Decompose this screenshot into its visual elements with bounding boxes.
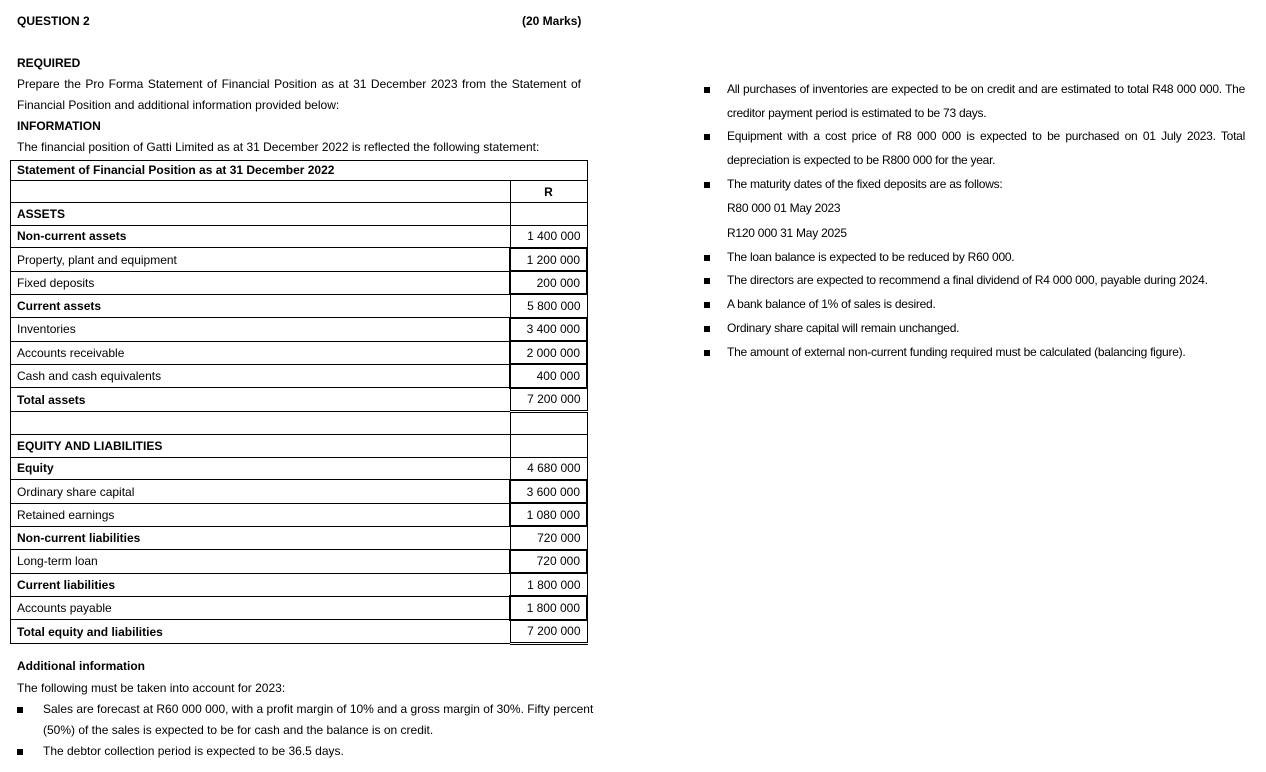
bullet-purchases-line1: All purchases of inventories are expected to be on credit and are estimated to total R48 000 000. The <box>727 82 1245 96</box>
table-row <box>11 271 588 294</box>
row-label: Long-term loan <box>11 550 511 573</box>
table-row <box>11 181 588 203</box>
table-row <box>11 526 588 549</box>
bullet-dividend: The directors are expected to recommend a final dividend of R4 000 000, payable during 2024. <box>727 273 1208 287</box>
row-amount: 4 680 000 <box>510 457 587 480</box>
bullet-icon <box>17 749 23 755</box>
required-text-line1: Prepare the Pro Forma Statement of Financial Position as at 31 December 2023 from the Statement of <box>17 77 581 91</box>
table-row <box>11 596 588 619</box>
row-label: Accounts payable <box>11 596 511 619</box>
table-row <box>11 620 588 644</box>
bullet-share-capital: Ordinary share capital will remain unchanged. <box>727 321 960 335</box>
total-amount: 7 200 000 <box>510 388 587 412</box>
row-amount: 3 600 000 <box>510 480 587 503</box>
table-row <box>11 435 588 457</box>
table-row <box>11 411 588 434</box>
bullet-icon <box>704 350 710 356</box>
bullet-external-funding: The amount of external non-current funding required must be calculated (balancing figure). <box>727 345 1186 359</box>
row-amount <box>510 203 587 225</box>
row-amount: 720 000 <box>510 526 587 549</box>
row-label <box>11 181 511 203</box>
section-heading-equity-liabilities: EQUITY AND LIABILITIES <box>11 435 511 457</box>
bullet-icon <box>17 707 23 713</box>
additional-info-heading: Additional information <box>17 659 145 673</box>
row-amount: 1 800 000 <box>510 596 587 619</box>
row-label: Non-current assets <box>11 225 511 248</box>
total-label: Total assets <box>11 388 511 412</box>
table-row <box>11 364 588 387</box>
total-amount: 7 200 000 <box>510 620 587 644</box>
statement-table <box>10 180 588 645</box>
information-text: The financial position of Gatti Limited as at 31 December 2022 is reflected the following statement: <box>17 140 540 154</box>
required-text-line2: Financial Position and additional information provided below: <box>17 98 340 112</box>
additional-bullet-sales-line1: Sales are forecast at R60 000 000, with a profit margin of 10% and a gross margin of 30%. Fifty percent <box>43 702 594 716</box>
row-label: Property, plant and equipment <box>11 248 511 271</box>
bullet-icon <box>704 182 710 188</box>
bullet-icon <box>704 278 710 284</box>
row-label: Cash and cash equivalents <box>11 364 511 387</box>
currency-header: R <box>510 181 587 203</box>
bullet-equipment-line1: Equipment with a cost price of R8 000 000 is expected to be purchased on 01 July 2023. Total <box>727 129 1245 143</box>
row-amount <box>510 435 587 457</box>
row-label: Current liabilities <box>11 573 511 596</box>
table-row <box>11 318 588 341</box>
row-label: Accounts receivable <box>11 341 511 364</box>
row-amount: 1 080 000 <box>510 503 587 526</box>
table-row <box>11 550 588 573</box>
row-amount: 1 400 000 <box>510 225 587 248</box>
table-row <box>11 573 588 596</box>
required-heading: REQUIRED <box>17 56 81 70</box>
row-label: Current assets <box>11 294 511 317</box>
row-label: Non-current liabilities <box>11 526 511 549</box>
bullet-purchases-line2: creditor payment period is estimated to be 73 days. <box>727 106 987 120</box>
table-row <box>11 225 588 248</box>
bullet-icon <box>704 255 710 261</box>
statement-title: Statement of Financial Position as at 31 December 2022 <box>10 160 588 180</box>
bullet-deposits-line3: R120 000 31 May 2025 <box>727 226 847 240</box>
table-row <box>11 203 588 225</box>
question-marks: (20 Marks) <box>522 14 582 28</box>
row-label: Retained earnings <box>11 503 511 526</box>
bullet-loan: The loan balance is expected to be reduced by R60 000. <box>727 250 1015 264</box>
bullet-deposits-line1: The maturity dates of the fixed deposits are as follows: <box>727 177 1003 191</box>
row-amount: 720 000 <box>510 550 587 573</box>
bullet-icon <box>704 87 710 93</box>
row-amount: 3 400 000 <box>510 318 587 341</box>
table-row <box>11 294 588 317</box>
information-heading: INFORMATION <box>17 119 101 133</box>
bullet-bank-balance: A bank balance of 1% of sales is desired. <box>727 297 936 311</box>
row-label <box>11 411 511 434</box>
section-heading-assets: ASSETS <box>11 203 511 225</box>
additional-bullet-sales-line2: (50%) of the sales is expected to be for cash and the balance is on credit. <box>43 723 434 737</box>
bullet-icon <box>704 326 710 332</box>
bullet-deposits-line2: R80 000 01 May 2023 <box>727 201 841 215</box>
table-row <box>11 341 588 364</box>
row-amount <box>510 411 587 434</box>
row-label: Ordinary share capital <box>11 480 511 503</box>
row-amount: 1 800 000 <box>510 573 587 596</box>
row-label: Inventories <box>11 318 511 341</box>
row-amount: 1 200 000 <box>510 248 587 271</box>
additional-bullet-debtors: The debtor collection period is expected to be 36.5 days. <box>43 744 344 758</box>
bullet-icon <box>704 302 710 308</box>
table-row <box>11 248 588 271</box>
financial-position-statement <box>10 160 588 645</box>
additional-info-intro: The following must be taken into account for 2023: <box>17 681 286 695</box>
row-label: Equity <box>11 457 511 480</box>
row-amount: 400 000 <box>510 364 587 387</box>
row-amount: 2 000 000 <box>510 341 587 364</box>
table-row <box>11 480 588 503</box>
table-row <box>11 457 588 480</box>
row-label: Fixed deposits <box>11 271 511 294</box>
row-amount: 200 000 <box>510 271 587 294</box>
bullet-icon <box>704 134 710 140</box>
table-row <box>11 503 588 526</box>
bullet-equipment-line2: depreciation is expected to be R800 000 for the year. <box>727 153 996 167</box>
row-amount: 5 800 000 <box>510 294 587 317</box>
table-row <box>11 388 588 412</box>
question-title: QUESTION 2 <box>17 14 90 28</box>
total-label: Total equity and liabilities <box>11 620 511 644</box>
